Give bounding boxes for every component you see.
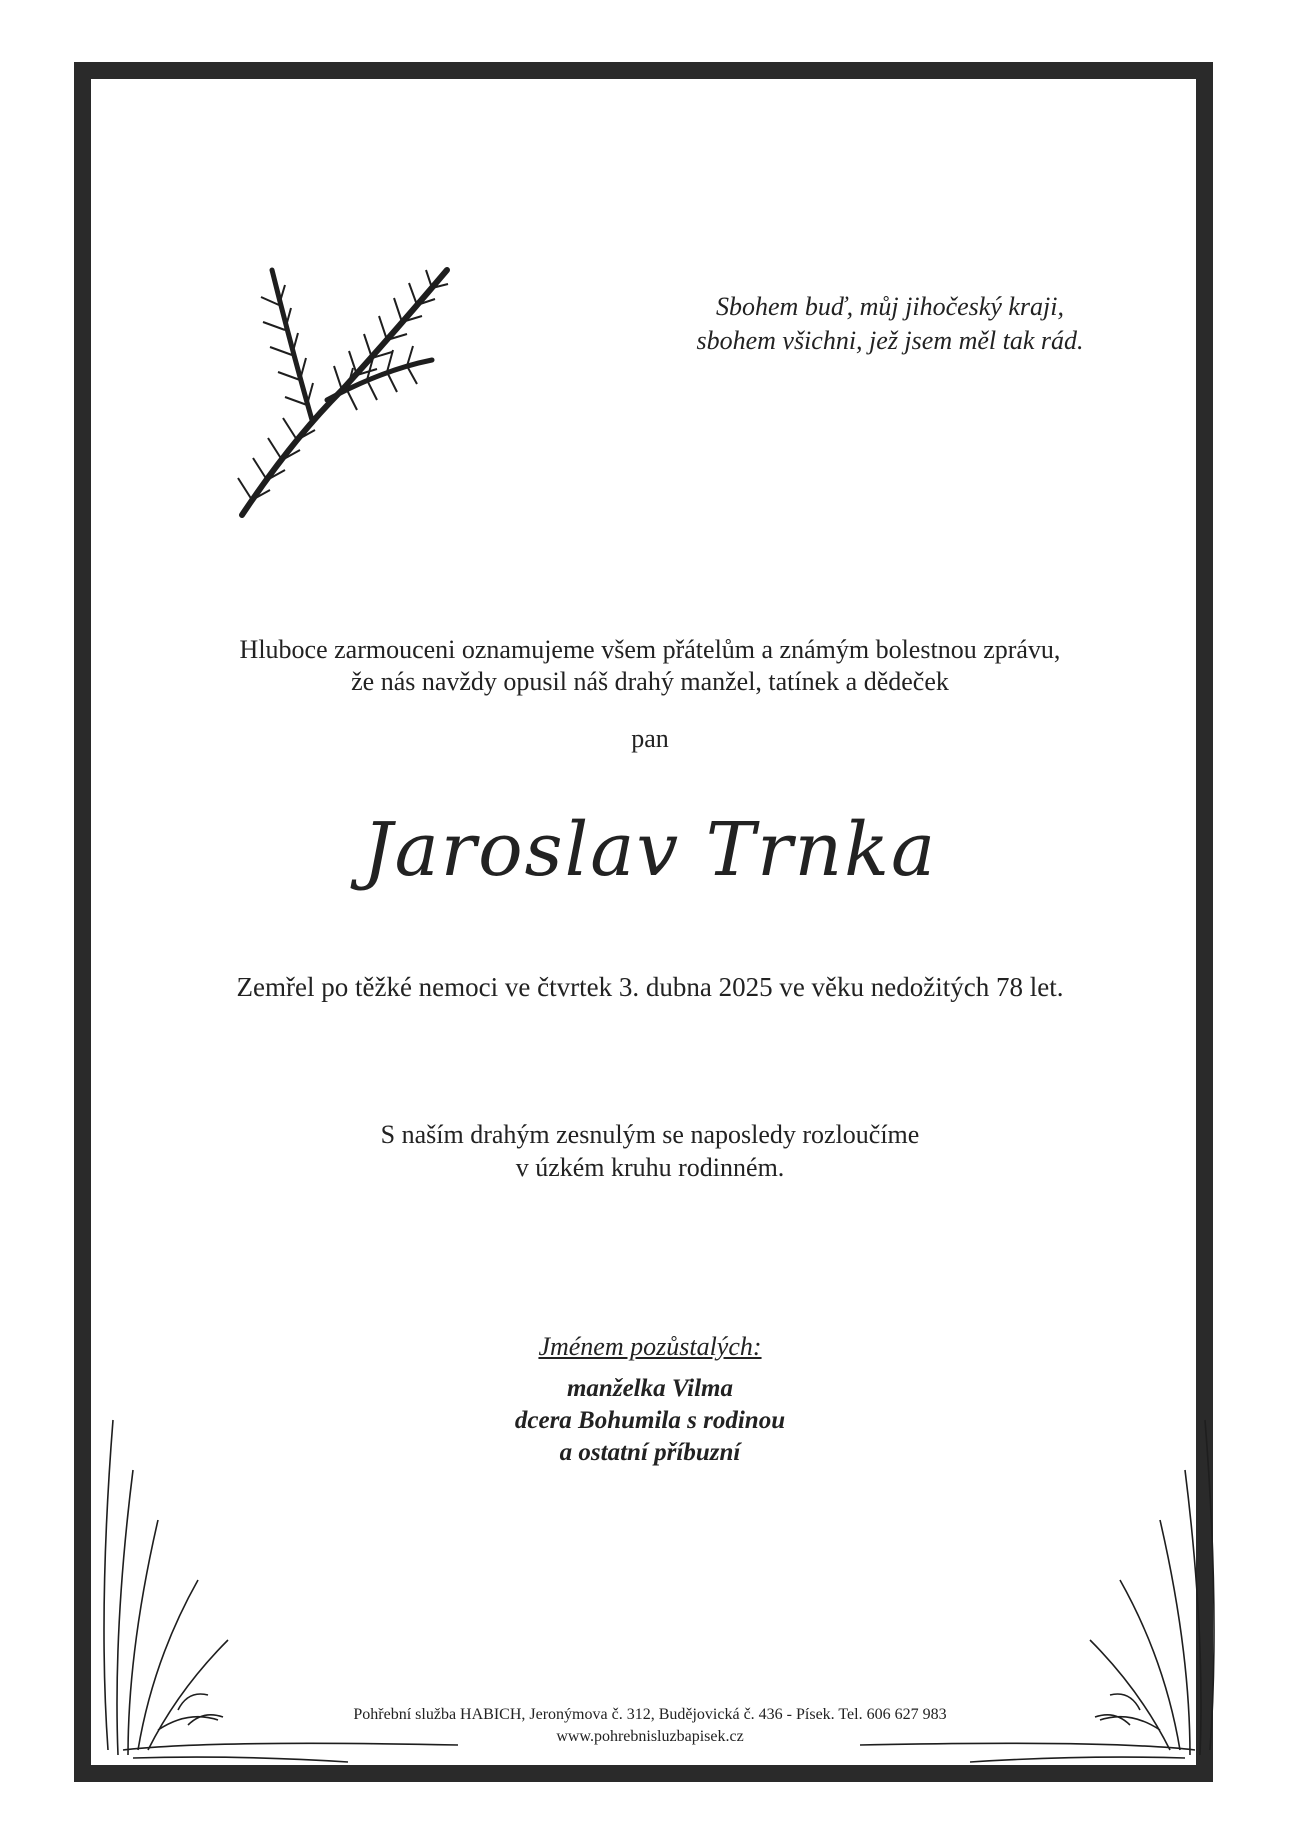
survivor-name: manželka Vilma bbox=[566, 1375, 733, 1402]
survivor-name: a ostatní příbuzní bbox=[559, 1439, 741, 1466]
farewell-line: S naším drahým zesnulým se naposledy rozloučíme bbox=[380, 1120, 920, 1149]
announcement-line: že nás navždy opusil náš drahý manžel, tatínek a dědeček bbox=[351, 667, 949, 696]
death-info: Zemřel po těžké nemoci ve čtvrtek 3. dubna 2025 ve věku nedožitých 78 let. bbox=[236, 972, 1064, 1002]
survivor-name: dcera Bohumila s rodinou bbox=[514, 1407, 786, 1434]
survivors-list bbox=[350, 1373, 950, 1469]
deceased-name: Jaroslav Trnka bbox=[362, 807, 938, 893]
title-word: pan bbox=[631, 724, 669, 753]
motto-line: sbohem všichni, jež jsem měl tak rád. bbox=[696, 326, 1084, 355]
announcement-text bbox=[150, 634, 1150, 698]
funeral-service-footer bbox=[250, 1704, 1050, 1748]
fir-branch-icon bbox=[232, 240, 462, 522]
farewell-line: v úzkém kruhu rodinném. bbox=[515, 1153, 785, 1182]
survivors-heading: Jménem pozůstalých: bbox=[538, 1332, 762, 1361]
farewell-text bbox=[150, 1118, 1150, 1184]
announcement-line: Hluboce zarmouceni oznamujeme všem přátelům a známým bolestnou zprávu, bbox=[239, 635, 1061, 664]
funeral-service-website: www.pohrebnisluzbapisek.cz bbox=[556, 1728, 744, 1745]
motto-line: Sbohem buď, můj jihočeský kraji, bbox=[716, 292, 1064, 321]
motto-verse bbox=[640, 290, 1140, 358]
funeral-service-address: Pohřební služba HABICH, Jeronýmova č. 312, Budějovická č. 436 - Písek. Tel. 606 627 983 bbox=[353, 1706, 947, 1723]
